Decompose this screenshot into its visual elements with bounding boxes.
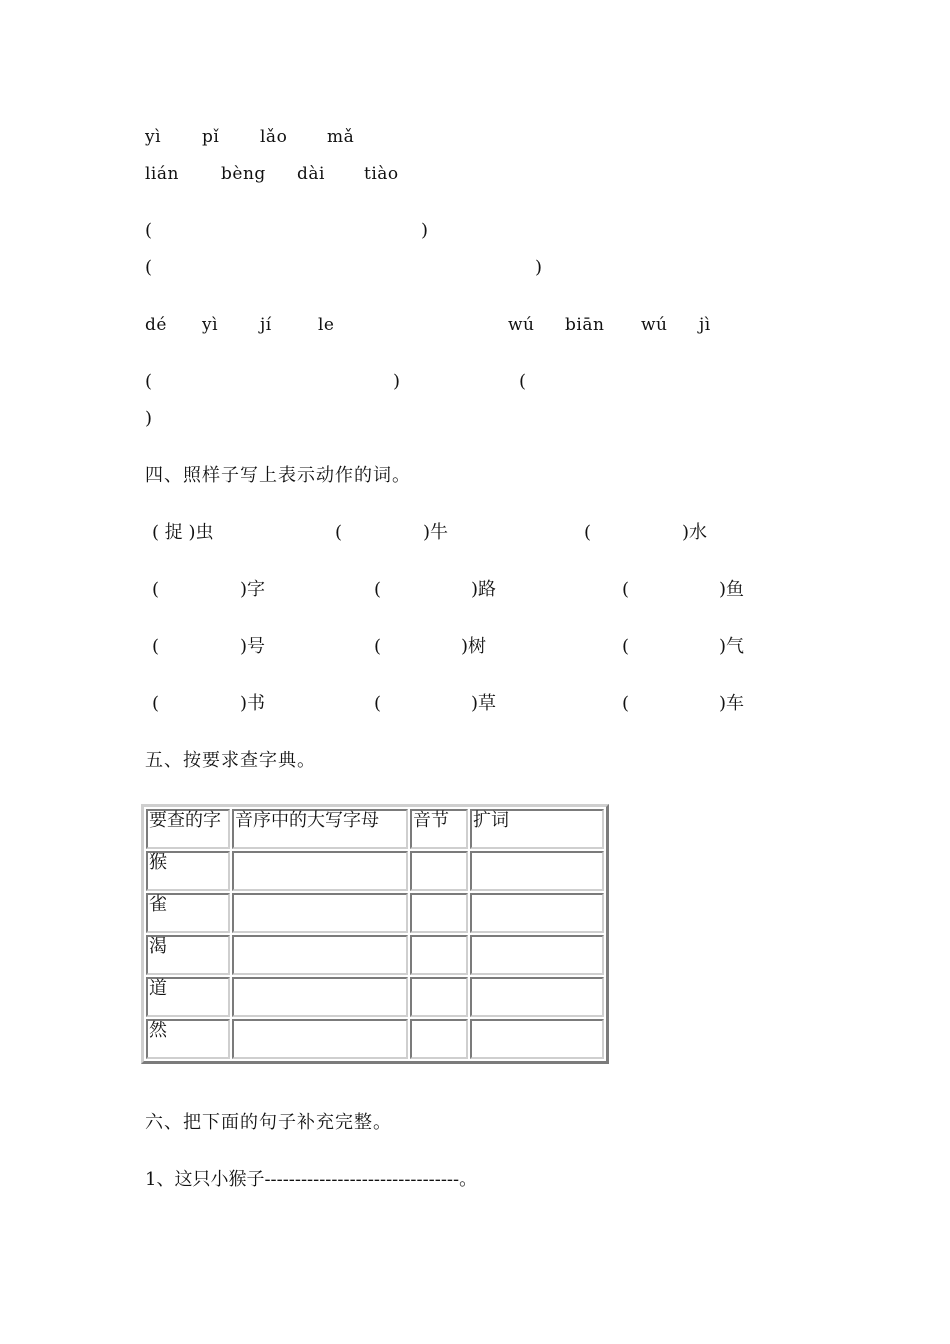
answer-blank-close: ): [145, 408, 153, 429]
letter-cell[interactable]: [232, 1019, 408, 1059]
blank-open: (: [622, 579, 630, 600]
header-words: 扩词: [470, 809, 604, 849]
word-zi: )字: [240, 579, 266, 600]
syllable-cell[interactable]: [410, 977, 468, 1017]
sentence-item-1: 1、这只小猴子--------------------------------。: [145, 1169, 478, 1190]
blank-open: (: [152, 636, 160, 657]
word-shu: )树: [461, 636, 487, 657]
header-char: 要查的字: [146, 809, 230, 849]
pinyin-de: dé: [145, 315, 167, 335]
words-cell[interactable]: [470, 935, 604, 975]
syllable-cell[interactable]: [410, 1019, 468, 1059]
word-cao: )草: [471, 693, 497, 714]
word-shui: )水: [682, 522, 708, 543]
table-row: [146, 893, 604, 933]
char-cell: 渴: [146, 935, 230, 975]
words-cell[interactable]: [470, 977, 604, 1017]
pinyin-yi: yì: [145, 127, 162, 147]
char-cell: 然: [146, 1019, 230, 1059]
answer-blank-open: (: [519, 371, 527, 392]
word-yu: )鱼: [719, 579, 745, 600]
pinyin-le: le: [318, 315, 335, 335]
word-hao: )号: [240, 636, 266, 657]
word-qi: )气: [719, 636, 745, 657]
pinyin-beng: bèng: [221, 164, 266, 184]
blank-open: (: [584, 522, 592, 543]
syllable-cell[interactable]: [410, 893, 468, 933]
pinyin-lao: lǎo: [260, 127, 288, 147]
char-cell: 雀: [146, 893, 230, 933]
words-cell[interactable]: [470, 851, 604, 891]
pinyin-wu2: wú: [641, 315, 668, 335]
header-syllable: 音节: [410, 809, 468, 849]
pinyin-ji: jí: [260, 315, 272, 335]
blank-open: (: [152, 579, 160, 600]
syllable-cell[interactable]: [410, 851, 468, 891]
answer-blank-close: ): [421, 220, 429, 241]
section-4-title: 四、照样子写上表示动作的词。: [145, 465, 411, 486]
answer-blank-close: ): [535, 257, 543, 278]
header-letter: 音序中的大写字母: [232, 809, 408, 849]
letter-cell[interactable]: [232, 935, 408, 975]
words-cell[interactable]: [470, 1019, 604, 1059]
word-che: )车: [719, 693, 745, 714]
blank-open: (: [622, 693, 630, 714]
table-row: [146, 977, 604, 1017]
pinyin-dai: dài: [297, 164, 325, 184]
answer-blank-open: (: [145, 371, 153, 392]
word-shu2: )书: [240, 693, 266, 714]
char-cell: 猴: [146, 851, 230, 891]
example-word: ( 捉 )虫: [152, 522, 214, 543]
letter-cell[interactable]: [232, 851, 408, 891]
answer-blank-close: ): [393, 371, 401, 392]
pinyin-yi2: yì: [202, 315, 219, 335]
pinyin-pi: pǐ: [202, 127, 220, 147]
pinyin-tiao: tiào: [364, 164, 399, 184]
blank-open: (: [374, 693, 382, 714]
blank-open: (: [374, 579, 382, 600]
section-6-title: 六、把下面的句子补充完整。: [145, 1112, 392, 1133]
char-cell: 道: [146, 977, 230, 1017]
word-niu: )牛: [423, 522, 449, 543]
table-row: [146, 851, 604, 891]
blank-open: (: [622, 636, 630, 657]
table-header-row: [146, 809, 604, 849]
word-lu: )路: [471, 579, 497, 600]
blank-open: (: [374, 636, 382, 657]
words-cell[interactable]: [470, 893, 604, 933]
pinyin-wu: wú: [508, 315, 535, 335]
section-5-title: 五、按要求查字典。: [145, 750, 316, 771]
letter-cell[interactable]: [232, 893, 408, 933]
pinyin-bian: biān: [565, 315, 605, 335]
table-row: [146, 1019, 604, 1059]
letter-cell[interactable]: [232, 977, 408, 1017]
table-row: [146, 935, 604, 975]
pinyin-ji2: jì: [699, 315, 711, 335]
answer-blank-open: (: [145, 257, 153, 278]
answer-blank-open: (: [145, 220, 153, 241]
pinyin-ma: mǎ: [327, 127, 355, 147]
dictionary-table: [141, 804, 609, 1064]
pinyin-lian: lián: [145, 164, 179, 184]
blank-open: (: [335, 522, 343, 543]
blank-open: (: [152, 693, 160, 714]
syllable-cell[interactable]: [410, 935, 468, 975]
